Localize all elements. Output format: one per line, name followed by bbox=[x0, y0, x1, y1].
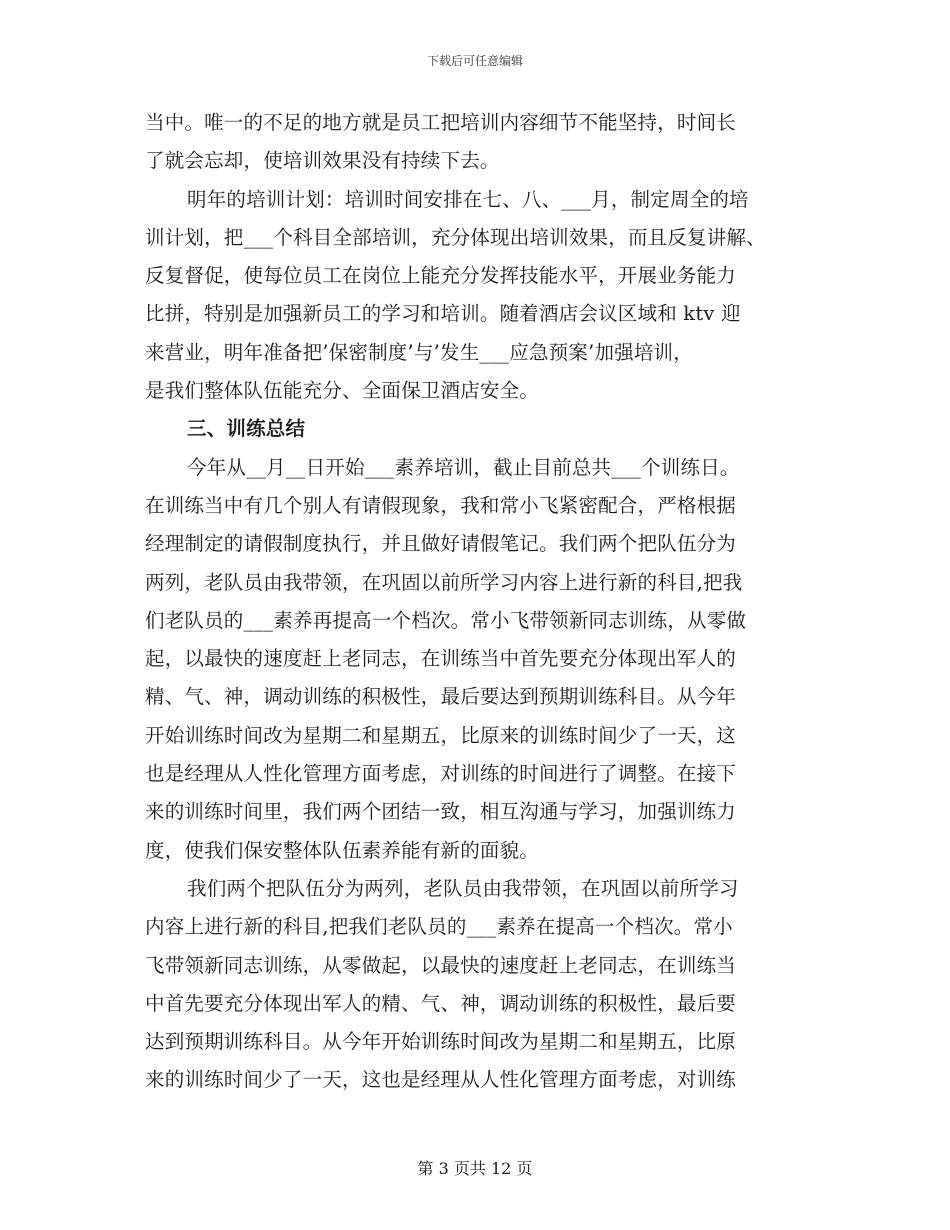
text-line: 训计划，把___个科目全部培训，充分体现出培训效果，而且反复讲解、 bbox=[145, 225, 766, 249]
text-line: 比拼，特别是加强新员工的学习和培训。随着酒店会议区域和 ktv 迎 bbox=[145, 302, 741, 326]
text-line: 中首先要充分体现出军人的精、气、神，调动训练的积极性，最后要 bbox=[145, 991, 737, 1015]
text-line: 开始训练时间改为星期二和星期五，比原来的训练时间少了一天，这 bbox=[145, 723, 737, 747]
text-line: 是我们整体队伍能充分、全面保卫酒店安全。 bbox=[145, 379, 540, 403]
text-line: 度，使我们保安整体队伍素养能有新的面貌。 bbox=[145, 838, 540, 862]
text-line: 来营业，明年准备把’保密制度’与’发生___应急预案’加强培训， bbox=[145, 340, 693, 364]
paragraph-first-line: 我们两个把队伍分为两列，老队员由我带领，在巩固以前所学习 bbox=[187, 876, 739, 900]
document-body bbox=[145, 104, 810, 1100]
text-line: 两列，老队员由我带领，在巩固以前所学习内容上进行新的科目,把我 bbox=[145, 570, 743, 594]
text-line: 当中。唯一的不足的地方就是员工把培训内容细节不能坚持，时间长 bbox=[145, 111, 737, 134]
text-line: 内容上进行新的科目,把我们老队员的___素养在提高一个档次。常小 bbox=[145, 915, 733, 939]
text-line: 精、气、神，调动训练的积极性，最后要达到预期训练科目。从今年 bbox=[145, 685, 737, 709]
paragraph-first-line: 今年从__月__日开始___素养培训，截止目前总共___个训练日。 bbox=[187, 455, 740, 479]
text-line: 来的训练时间少了一天，这也是经理从人性化管理方面考虑，对训练 bbox=[145, 1068, 737, 1092]
text-line: 反复督促，使每位员工在岗位上能充分发挥技能水平，开展业务能力 bbox=[145, 264, 737, 288]
section-heading: 三、训练总结 bbox=[187, 417, 306, 441]
text-line: 起，以最快的速度赶上老同志，在训练当中首先要充分体现出军人的 bbox=[145, 647, 737, 671]
page-footer: 第 3 页共 12 页 bbox=[417, 1159, 533, 1178]
text-line: 也是经理从人性化管理方面考虑，对训练的时间进行了调整。在接下 bbox=[145, 762, 737, 786]
text-line: 们老队员的___素养再提高一个档次。常小飞带领新同志训练，从零做 bbox=[145, 608, 747, 632]
paragraph-first-line: 明年的培训计划：培训时间安排在七、八、___月，制定周全的培 bbox=[187, 187, 749, 211]
text-line: 达到预期训练科目。从今年开始训练时间改为星期二和星期五，比原 bbox=[145, 1030, 737, 1054]
text-line: 来的训练时间里，我们两个团结一致，相互沟通与学习，加强训练力 bbox=[145, 800, 737, 824]
text-line: 经理制定的请假制度执行，并且做好请假笔记。我们两个把队伍分为 bbox=[145, 532, 737, 556]
text-line: 飞带领新同志训练，从零做起，以最快的速度赶上老同志，在训练当 bbox=[145, 953, 737, 977]
text-line: 了就会忘却，使培训效果没有持续下去。 bbox=[145, 149, 500, 173]
text-line: 在训练当中有几个别人有请假现象，我和常小飞紧密配合，严格根据 bbox=[145, 493, 737, 517]
page-header: 下载后可任意编辑 bbox=[426, 54, 523, 68]
